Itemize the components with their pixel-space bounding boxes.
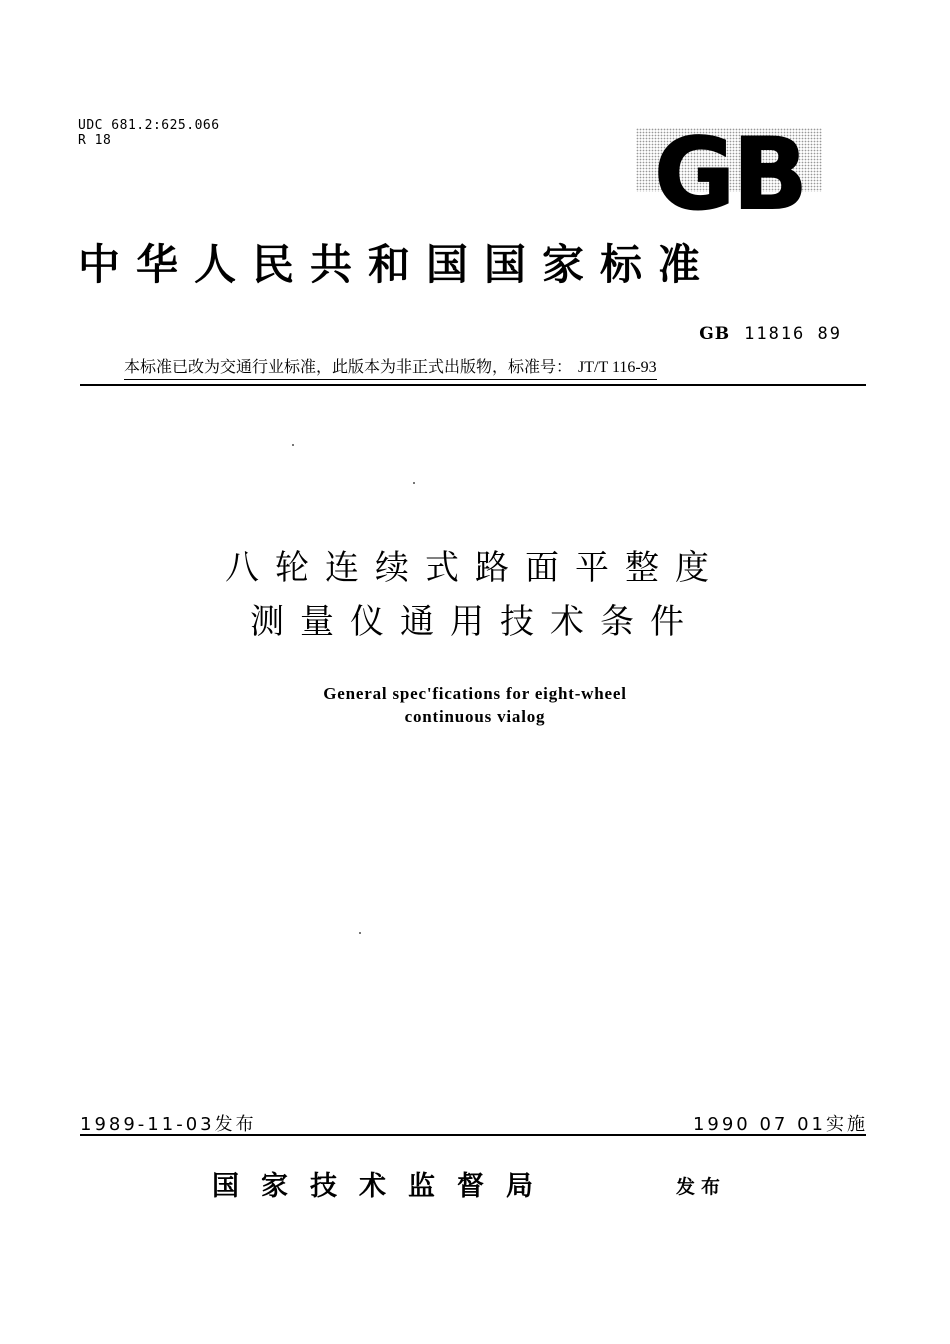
udc-code: UDC 681.2:625.066 bbox=[78, 118, 220, 133]
gb-logo bbox=[636, 128, 826, 224]
english-title-line-2: continuous vialog bbox=[404, 707, 546, 726]
footer-divider bbox=[80, 1134, 866, 1136]
scan-speck bbox=[359, 932, 361, 934]
scan-speck bbox=[292, 444, 294, 446]
header-divider bbox=[80, 384, 866, 386]
issue-date: 1989-11-03发布 bbox=[80, 1114, 257, 1135]
replacement-notice bbox=[124, 356, 657, 380]
document-title-line-2: 测量仪通用技术条件 bbox=[250, 602, 700, 642]
publish-label: 发布 bbox=[676, 1176, 727, 1198]
english-title-line-1: General spec'fications for eight-wheel bbox=[323, 684, 627, 703]
standard-code: 11816 89 bbox=[744, 324, 842, 344]
standard-prefix: GB bbox=[699, 324, 731, 344]
category-code: R 18 bbox=[78, 133, 112, 148]
national-standard-title: 中华人民共和国国家标准 bbox=[78, 240, 717, 289]
notice-text: 本标准已改为交通行业标准，此版本为非正式出版物，标准号： bbox=[124, 357, 573, 376]
publisher: 国家技术监督局 bbox=[212, 1171, 555, 1202]
document-title-line-1: 八轮连续式路面平整度 bbox=[225, 548, 725, 588]
svg-text:GB: GB bbox=[654, 128, 806, 224]
udc-classification bbox=[78, 118, 220, 148]
scan-speck bbox=[413, 482, 415, 484]
standard-number bbox=[699, 324, 842, 344]
implementation-date: 1990 07 01实施 bbox=[692, 1114, 868, 1135]
notice-code: JT/T 116-93 bbox=[578, 359, 657, 376]
